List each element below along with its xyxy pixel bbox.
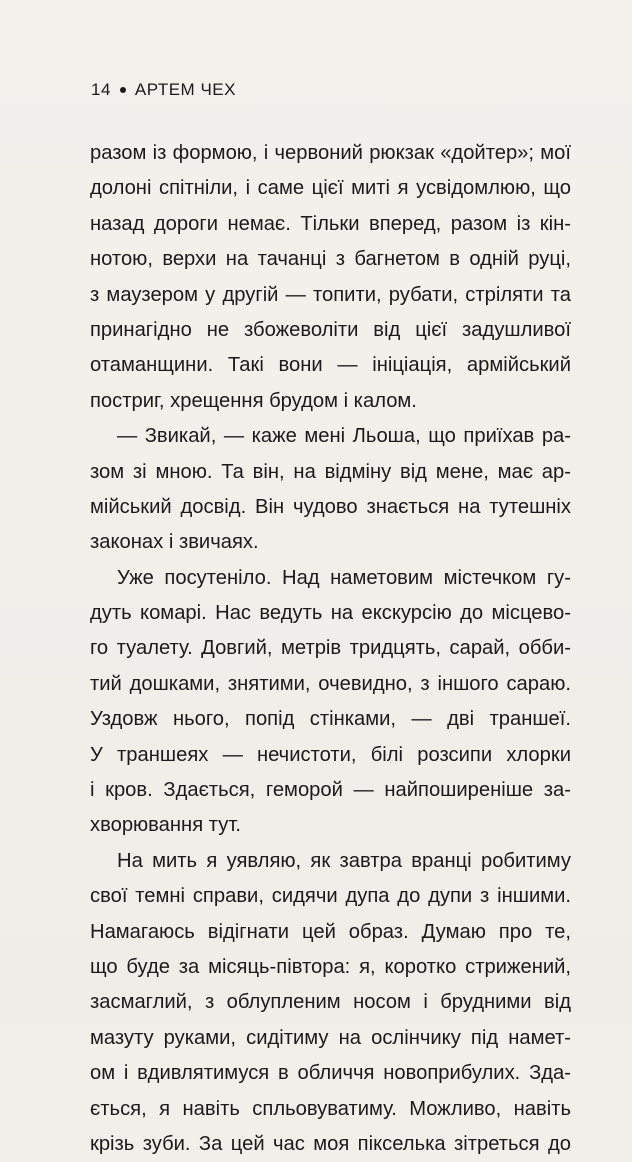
text-line: нотою, верхи на тачанці з багнетом в одній руці,	[90, 248, 571, 271]
text-line: долоні спітніли, і саме цієї миті я усвідомлюю, що	[90, 177, 571, 200]
text-line: ється, я навіть спльовуватиму. Можливо, навіть	[90, 1097, 571, 1120]
text-line: На мить я уявляю, як завтра вранці робитиму	[117, 849, 571, 872]
text-line: — Звикай, — каже мені Льоша, що приїхав ра-	[117, 425, 571, 448]
text-line: з маузером у другій — топити, рубати, стріляти та	[90, 283, 571, 306]
text-line: засмаглий, з облупленим носом і брудними від	[90, 991, 571, 1014]
text-line: крізь зуби. За цей час моя пікселька зітреться до	[90, 1132, 571, 1155]
text-line: разом із формою, і червоний рюкзак «дойтер»; мої	[90, 142, 571, 164]
text-line: свої темні справи, сидячи дупа до дупи з іншими.	[90, 885, 571, 908]
text-line: зом зі мною. Та він, на відміну від мене, має ар-	[90, 460, 571, 483]
text-line: і кров. Здається, геморой — найпоширеніше за-	[90, 779, 571, 802]
text-line: тий дошками, знятими, очевидно, з іншого сараю.	[90, 672, 571, 695]
text-line: назад дороги немає. Тільки вперед, разом із кін-	[90, 212, 571, 235]
text-line: Намагаюсь відігнати цей образ. Думаю про те,	[90, 920, 571, 943]
text-line: постриг, хрещення брудом і калом.	[90, 389, 417, 412]
text-line: принагідно не збожеволіти від цієї задушливої	[90, 318, 571, 341]
bullet-separator-icon	[120, 87, 126, 93]
text-line: Уже посутеніло. Над наметовим містечком гу-	[117, 566, 571, 589]
text-line: го туалету. Довгий, метрів тридцять, сарай, обби-	[90, 637, 571, 660]
body-text	[90, 136, 571, 1162]
page-number: 14	[91, 80, 111, 99]
text-line: Уздовж нього, попід стінками, — дві траншеї.	[90, 708, 571, 731]
text-line: отаманщини. Такі вони — ініціація, армійський	[90, 354, 571, 377]
text-line: законах і звичаях.	[90, 531, 259, 554]
text-line: дуть комарі. Нас ведуть на екскурсію до місцево-	[90, 602, 571, 625]
text-line: мазуту руками, сидітиму на ослінчику під намет-	[90, 1026, 571, 1049]
text-line: ом і вдивлятимуся в обличчя новоприбулих. Зда-	[90, 1062, 571, 1085]
text-line: мійський досвід. Він чудово знається на тутешніх	[90, 495, 571, 518]
text-line: У траншеях — нечистоти, білі розсипи хлорки	[90, 743, 571, 766]
author-name: АРТЕМ ЧЕХ	[134, 80, 236, 99]
text-line: хворювання тут.	[90, 814, 241, 837]
text-line: що буде за місяць-півтора: я, коротко стрижений,	[90, 955, 571, 978]
running-header	[91, 80, 236, 100]
